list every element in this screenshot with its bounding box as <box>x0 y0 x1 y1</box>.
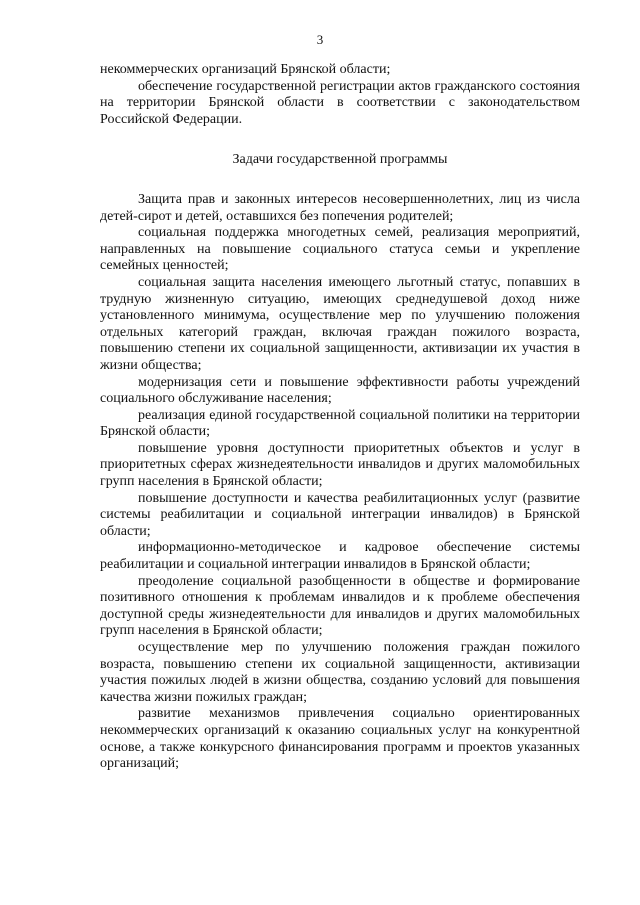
task-paragraph: повышение доступности и качества реабилитационных услуг (развитие системы реабилитации и социальной интеграции инвалидов) в Брянской области; <box>100 490 580 539</box>
task-paragraph: преодоление социальной разобщенности в обществе и формирование позитивного отношения к проблемам инвалидов и к проблеме обеспечения доступной среды жизнедеятельности для инвалидов и других маломобильных групп населения в Брянской области; <box>100 573 580 639</box>
task-paragraph: реализация единой государственной социальной политики на территории Брянской области; <box>100 407 580 440</box>
document-body <box>100 62 580 773</box>
section-heading: Задачи государственной программы <box>232 152 448 168</box>
intro-paragraph-1: некоммерческих организаций Брянской области; <box>100 62 391 77</box>
task-paragraph: информационно-методическое и кадровое обеспечение системы реабилитации и социальной интеграции инвалидов в Брянской области; <box>100 540 580 573</box>
task-paragraph: осуществление мер по улучшению положения граждан пожилого возраста, повышению степени их социальной защищенности, активизации участия пожилых людей в жизни общества, созданию условий для повышения качества жизни пожилых граждан; <box>100 640 580 705</box>
page-number: 3 <box>316 32 324 47</box>
task-paragraph: модернизация сети и повышение эффективности работы учреждений социального обслуживание населения; <box>100 374 580 407</box>
task-paragraph: социальная поддержка многодетных семей, реализация мероприятий, направленных на повышение социального статуса семьи и укрепление семейных ценностей; <box>100 225 580 274</box>
task-paragraph: Защита прав и законных интересов несовершеннолетних, лиц из числа детей-сирот и детей, оставшихся без попечения родителей; <box>100 191 580 224</box>
task-paragraph: социальная защита населения имеющего льготный статус, попавших в трудную жизненную ситуацию, имеющих среднедушевой доход ниже установленного минимума, осуществление мер по улучшению положения отдельных категорий граждан, включая граждан пожилого возраста, повышению степени их социальной защищенности, активизации их участия в жизни общества; <box>100 274 580 373</box>
task-paragraph: повышение уровня доступности приоритетных объектов и услуг в приоритетных сферах жизнедеятельности инвалидов и других маломобильных групп населения в Брянской области; <box>100 440 580 490</box>
task-paragraph: развитие механизмов привлечения социально ориентированных некоммерческих организаций к оказанию социальных услуг на конкурентной основе, а также конкурсного финансирования программ и проектов указанных организаций; <box>100 706 580 772</box>
intro-paragraph-2: обеспечение государственной регистрации актов гражданского состояния на территории Брянской области в соответствии с законодательством Российской Федерации. <box>100 78 580 127</box>
